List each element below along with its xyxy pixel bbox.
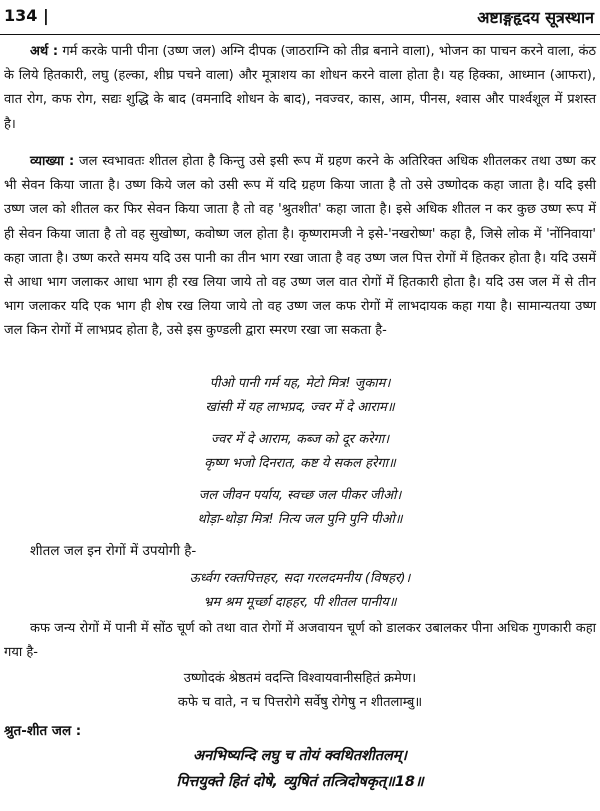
kundali-line: थोड़ा-थोड़ा मित्र! नित्य जल पुनि पुनि पीओ॥	[197, 512, 403, 527]
page-number: 134 |	[4, 6, 49, 25]
shloka-line: अनभिष्यन्दि लघु च तोयं क्वथितशीतलम्।	[193, 748, 407, 764]
book-title: अष्टाङ्गहृदय सूत्रस्थान	[477, 8, 594, 27]
vyakhya-label: व्याख्या :	[30, 154, 75, 169]
sheetal-verse-line: ऊर्ध्वग रक्तपित्तहर, सदा गरलदमनीय (विषहर)।	[189, 571, 411, 586]
sheetal-verse-line: भ्रम श्रम मूर्च्छा दाहहर, पी शीतल पानीय॥	[203, 595, 397, 610]
shloka-line: पित्तयुक्ते हितं दोषे, व्युषितं तत्त्रिदोषकृत्॥18॥	[176, 774, 424, 790]
kapha-note: कफ जन्य रोगों में पानी में सोंठ चूर्ण को तथा वात रोगों में अजवायन चूर्ण को डालकर उबालकर पीना अधिक गुणकारी कहा गया है-	[4, 621, 596, 661]
ushnodaka-verse-line: कफे च वाते, न च पित्तरोगे सर्वेषु रोगेषु न शीतलाम्बु॥	[177, 695, 423, 710]
ushnodaka-verse-line: उष्णोदकं श्रेष्ठतमं वदन्ति विश्वायवानीसहितं क्रमेण।	[183, 671, 417, 686]
artha-label: अर्थ :	[30, 44, 59, 59]
kundali-line: जल जीवन पर्याय, स्वच्छ जल पीकर जीओ।	[198, 488, 402, 503]
artha-paragraph	[4, 40, 596, 137]
vyakhya-paragraph	[4, 150, 596, 344]
kundali-line: कृष्ण भजो दिनरात, कष्ट ये सकल हरेगा॥	[204, 456, 396, 471]
kundali-line: ज्वर में दे आराम, कब्ज को दूर करेगा।	[210, 432, 390, 447]
kundali-line: पीओ पानी गर्म यह, मेटो मित्र! जुकाम।	[209, 376, 391, 391]
sheetal-intro: शीतल जल इन रोगों में उपयोगी है-	[30, 543, 197, 559]
kundali-line: खांसी में यह लाभप्रद, ज्वर में दे आराम॥	[205, 400, 395, 415]
shruta-label: श्रुत-शीत जल :	[4, 723, 82, 739]
artha-text: गर्म करके पानी पीना (उष्ण जल) अग्नि दीपक (जाठराग्नि को तीव्र बनाने वाला), भोजन का पाचन करने वाला, कंठ के लिये हितकारी, लघु (हल्का, शीघ्र पचने वाला) और मूत्राशय का शोधन करने वाला होता है। यह हिक्का, आध्मान (आफरा), वात रोग, कफ रोग, सद्यः शुद्धि के बाद (वमनादि शोधन के बाद), नवज्वर, कास, आम, पीनस, श्वास और पार्श्वशूल में प्रशस्त है।	[4, 44, 596, 132]
page-header	[0, 0, 600, 35]
vyakhya-text: जल स्वभावतः शीतल होता है किन्तु उसे इसी रूप में ग्रहण करने के अतिरिक्त अधिक शीतलकर तथा उष्ण कर भी सेवन किया जाता है। उष्ण किये जल को उसी रूप में यदि ग्रहण किया जाता है तो उसे उष्णोदक कहा जाता है। यदि इसी उष्ण जल को शीतल कर फिर सेवन किया जाता है तो वह 'श्रुतशीत' कहा जाता है। इसे अधिक शीतल न कर कुछ उष्ण रूप में ही सेवन किया जाता है तो वह सुखोष्ण, कवोष्ण जल होता है। कृष्णरामजी ने इसे-'नखरोष्ण' कहा है, जिसे लोक में 'नोंनिवाया' कहा जाता है। उष्ण करते समय यदि उस पानी का तीन भाग रखा जाता है वह उष्ण जल पित्त रोगों में हितकर होता है। यदि उसमें से आधा भाग जलाकर आधा भाग ही रख लिया जाये तो वह उष्ण जल वात रोगों में हितकारी होता है। यदि उस जल में से तीन भाग जलाकर यदि एक भाग ही शेष रख लिया जाये तो वह उष्ण जल कफ रोगों में लाभदायक कहा गया है। सामान्यतया उष्ण जल किन रोगों में लाभप्रद होता है, उसे इस कुण्डली द्वारा स्मरण रखा जा सकता है-	[4, 154, 596, 339]
